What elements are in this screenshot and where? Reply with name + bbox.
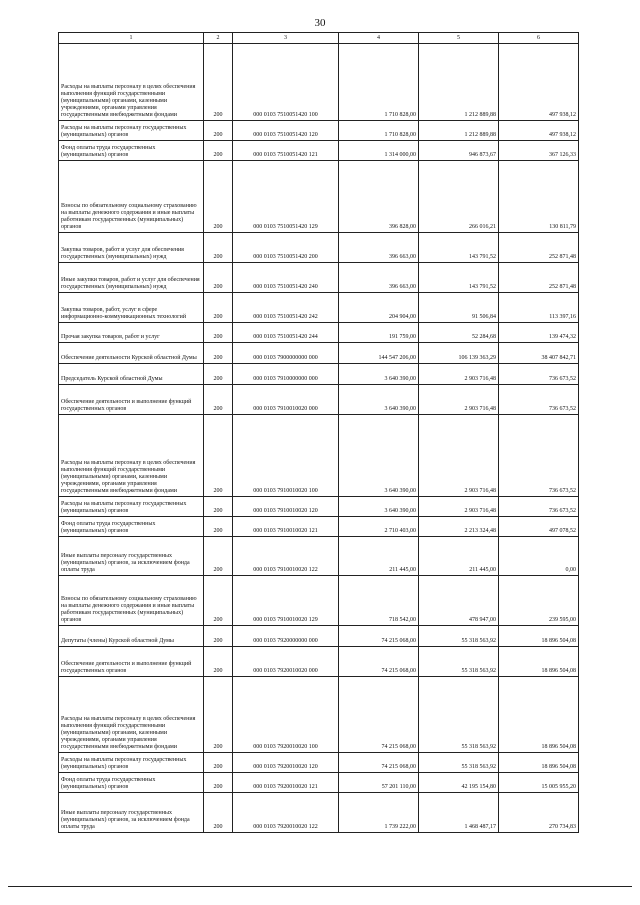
item-name: Закупка товаров, работ, услуг в сфере информационно-коммуникационных технологий	[59, 293, 204, 323]
column-number-row	[59, 33, 579, 44]
approved-amount: 74 215 068,00	[339, 647, 419, 677]
budget-classification-code: 000 0103 7920010020 122	[233, 793, 339, 833]
approved-amount: 74 215 068,00	[339, 753, 419, 773]
line-code: 200	[204, 415, 233, 497]
line-code: 200	[204, 121, 233, 141]
line-code: 200	[204, 323, 233, 343]
approved-amount: 1 710 828,00	[339, 121, 419, 141]
line-code: 200	[204, 647, 233, 677]
line-code: 200	[204, 293, 233, 323]
item-name: Расходы на выплаты персоналу государственных (муниципальных) органов	[59, 121, 204, 141]
item-name: Председатель Курской областной Думы	[59, 364, 204, 385]
line-code: 200	[204, 517, 233, 537]
item-name: Расходы на выплаты персоналу в целях обеспечения выполнения функций государственными (муниципальными) органами, казенными учреждениями, органами управления государственными внебюджетными фондами	[59, 44, 204, 121]
unexecuted-amount: 239 595,00	[499, 576, 579, 626]
item-name: Расходы на выплаты персоналу государственных (муниципальных) органов	[59, 753, 204, 773]
table-row	[59, 161, 579, 233]
unexecuted-amount: 497 078,52	[499, 517, 579, 537]
approved-amount: 144 547 206,00	[339, 343, 419, 364]
item-name: Расходы на выплаты персоналу в целях обеспечения выполнения функций государственными (муниципальными) органами, казенными учреждениями, органами управления государственными внебюджетными фондами	[59, 677, 204, 753]
approved-amount: 718 542,00	[339, 576, 419, 626]
page-number: 30	[314, 17, 326, 29]
table-row	[59, 323, 579, 343]
item-name: Иные выплаты персоналу государственных (муниципальных) органов, за исключением фонда оплаты труда	[59, 537, 204, 576]
budget-classification-code: 000 0103 7920010020 120	[233, 753, 339, 773]
budget-classification-code: 000 0103 7920010020 000	[233, 647, 339, 677]
table-row	[59, 233, 579, 263]
unexecuted-amount: 0,00	[499, 537, 579, 576]
table-row	[59, 44, 579, 121]
line-code: 200	[204, 753, 233, 773]
table-row	[59, 121, 579, 141]
approved-amount: 74 215 068,00	[339, 626, 419, 647]
budget-classification-code: 000 0103 7510051420 200	[233, 233, 339, 263]
item-name: Обеспечение деятельности и выполнение функций государственных органов	[59, 385, 204, 415]
approved-amount: 3 640 390,00	[339, 385, 419, 415]
executed-amount: 55 318 563,92	[419, 626, 499, 647]
unexecuted-amount: 497 938,12	[499, 121, 579, 141]
budget-classification-code: 000 0103 7510051420 242	[233, 293, 339, 323]
item-name: Депутаты (члены) Курской областной Думы	[59, 626, 204, 647]
executed-amount: 42 195 154,80	[419, 773, 499, 793]
executed-amount: 52 284,68	[419, 323, 499, 343]
approved-amount: 3 640 390,00	[339, 497, 419, 517]
approved-amount: 204 904,00	[339, 293, 419, 323]
approved-amount: 3 640 390,00	[339, 415, 419, 497]
executed-amount: 211 445,00	[419, 537, 499, 576]
budget-classification-code: 000 0103 7910010020 129	[233, 576, 339, 626]
line-code: 200	[204, 497, 233, 517]
approved-amount: 57 201 110,00	[339, 773, 419, 793]
approved-amount: 74 215 068,00	[339, 677, 419, 753]
budget-classification-code: 000 0103 7510051420 240	[233, 263, 339, 293]
approved-amount: 1 314 000,00	[339, 141, 419, 161]
unexecuted-amount: 139 474,32	[499, 323, 579, 343]
item-name: Фонд оплаты труда государственных (муниципальных) органов	[59, 141, 204, 161]
item-name: Взносы по обязательному социальному страхованию на выплаты денежного содержания и иные выплаты работникам государственных (муниципальных) органов	[59, 161, 204, 233]
unexecuted-amount: 736 673,52	[499, 364, 579, 385]
table-row	[59, 753, 579, 773]
item-name: Расходы на выплаты персоналу в целях обеспечения выполнения функций государственными (муниципальными) органами, казенными учреждениями, органами управления государственными внебюджетными фондами	[59, 415, 204, 497]
unexecuted-amount: 18 896 504,08	[499, 626, 579, 647]
executed-amount: 91 506,84	[419, 293, 499, 323]
unexecuted-amount: 38 407 842,71	[499, 343, 579, 364]
approved-amount: 1 710 828,00	[339, 44, 419, 121]
table-row	[59, 415, 579, 497]
executed-amount: 1 468 487,17	[419, 793, 499, 833]
column-number-3: 3	[233, 33, 339, 44]
budget-classification-code: 000 0103 7510051420 100	[233, 44, 339, 121]
unexecuted-amount: 113 397,16	[499, 293, 579, 323]
budget-execution-table	[58, 32, 579, 833]
line-code: 200	[204, 364, 233, 385]
executed-amount: 2 903 716,48	[419, 415, 499, 497]
table-row	[59, 677, 579, 753]
executed-amount: 1 212 889,88	[419, 121, 499, 141]
line-code: 200	[204, 161, 233, 233]
budget-classification-code: 000 0103 7920010020 100	[233, 677, 339, 753]
unexecuted-amount: 252 871,48	[499, 233, 579, 263]
table-row	[59, 343, 579, 364]
line-code: 200	[204, 233, 233, 263]
table-row	[59, 793, 579, 833]
budget-classification-code: 000 0103 7510051420 129	[233, 161, 339, 233]
page-bottom-rule	[8, 886, 632, 887]
executed-amount: 2 213 324,48	[419, 517, 499, 537]
table-row	[59, 263, 579, 293]
executed-amount: 2 903 716,48	[419, 364, 499, 385]
unexecuted-amount: 18 896 504,08	[499, 677, 579, 753]
column-number-1: 1	[59, 33, 204, 44]
column-number-2: 2	[204, 33, 233, 44]
executed-amount: 1 212 889,88	[419, 44, 499, 121]
item-name: Иные закупки товаров, работ и услуг для обеспечения государственных (муниципальных) нужд	[59, 263, 204, 293]
approved-amount: 211 445,00	[339, 537, 419, 576]
table-row	[59, 385, 579, 415]
item-name: Взносы по обязательному социальному страхованию на выплаты денежного содержания и иные выплаты работникам государственных (муниципальных) органов	[59, 576, 204, 626]
line-code: 200	[204, 576, 233, 626]
executed-amount: 55 318 563,92	[419, 647, 499, 677]
budget-classification-code: 000 0103 7920010020 121	[233, 773, 339, 793]
budget-classification-code: 000 0103 7920000000 000	[233, 626, 339, 647]
unexecuted-amount: 252 871,48	[499, 263, 579, 293]
line-code: 200	[204, 44, 233, 121]
budget-classification-code: 000 0103 7910010020 121	[233, 517, 339, 537]
approved-amount: 191 759,00	[339, 323, 419, 343]
item-name: Фонд оплаты труда государственных (муниципальных) органов	[59, 517, 204, 537]
line-code: 200	[204, 263, 233, 293]
table-row	[59, 576, 579, 626]
approved-amount: 396 663,00	[339, 263, 419, 293]
budget-classification-code: 000 0103 7900000000 000	[233, 343, 339, 364]
table-row	[59, 647, 579, 677]
line-code: 200	[204, 343, 233, 364]
executed-amount: 55 318 563,92	[419, 753, 499, 773]
budget-classification-code: 000 0103 7910010020 122	[233, 537, 339, 576]
executed-amount: 55 318 563,92	[419, 677, 499, 753]
executed-amount: 143 791,52	[419, 263, 499, 293]
line-code: 200	[204, 141, 233, 161]
budget-classification-code: 000 0103 7510051420 244	[233, 323, 339, 343]
line-code: 200	[204, 773, 233, 793]
budget-classification-code: 000 0103 7910000000 000	[233, 364, 339, 385]
unexecuted-amount: 270 734,83	[499, 793, 579, 833]
executed-amount: 2 903 716,48	[419, 385, 499, 415]
executed-amount: 106 139 363,29	[419, 343, 499, 364]
line-code: 200	[204, 537, 233, 576]
approved-amount: 396 828,00	[339, 161, 419, 233]
budget-classification-code: 000 0103 7910010020 120	[233, 497, 339, 517]
approved-amount: 3 640 390,00	[339, 364, 419, 385]
unexecuted-amount: 497 938,12	[499, 44, 579, 121]
executed-amount: 143 791,52	[419, 233, 499, 263]
table-row	[59, 497, 579, 517]
table-row	[59, 517, 579, 537]
item-name: Иные выплаты персоналу государственных (муниципальных) органов, за исключением фонда оплаты труда	[59, 793, 204, 833]
table-row	[59, 364, 579, 385]
item-name: Обеспечение деятельности Курской областной Думы	[59, 343, 204, 364]
line-code: 200	[204, 385, 233, 415]
budget-classification-code: 000 0103 7910010020 000	[233, 385, 339, 415]
table-row	[59, 537, 579, 576]
column-number-4: 4	[339, 33, 419, 44]
line-code: 200	[204, 677, 233, 753]
item-name: Прочая закупка товаров, работ и услуг	[59, 323, 204, 343]
executed-amount: 946 873,67	[419, 141, 499, 161]
table-row	[59, 293, 579, 323]
column-number-5: 5	[419, 33, 499, 44]
executed-amount: 266 016,21	[419, 161, 499, 233]
table-row	[59, 141, 579, 161]
table-row	[59, 773, 579, 793]
line-code: 200	[204, 793, 233, 833]
approved-amount: 2 710 403,00	[339, 517, 419, 537]
unexecuted-amount: 736 673,52	[499, 385, 579, 415]
approved-amount: 1 739 222,00	[339, 793, 419, 833]
column-number-6: 6	[499, 33, 579, 44]
executed-amount: 2 903 716,48	[419, 497, 499, 517]
unexecuted-amount: 130 811,79	[499, 161, 579, 233]
unexecuted-amount: 15 005 955,20	[499, 773, 579, 793]
unexecuted-amount: 18 896 504,08	[499, 647, 579, 677]
unexecuted-amount: 18 896 504,08	[499, 753, 579, 773]
item-name: Расходы на выплаты персоналу государственных (муниципальных) органов	[59, 497, 204, 517]
table-row	[59, 626, 579, 647]
budget-classification-code: 000 0103 7510051420 121	[233, 141, 339, 161]
unexecuted-amount: 736 673,52	[499, 415, 579, 497]
budget-classification-code: 000 0103 7910010020 100	[233, 415, 339, 497]
item-name: Закупка товаров, работ и услуг для обеспечения государственных (муниципальных) нужд	[59, 233, 204, 263]
unexecuted-amount: 367 126,33	[499, 141, 579, 161]
unexecuted-amount: 736 673,52	[499, 497, 579, 517]
executed-amount: 478 947,00	[419, 576, 499, 626]
item-name: Фонд оплаты труда государственных (муниципальных) органов	[59, 773, 204, 793]
approved-amount: 396 663,00	[339, 233, 419, 263]
budget-classification-code: 000 0103 7510051420 120	[233, 121, 339, 141]
line-code: 200	[204, 626, 233, 647]
item-name: Обеспечение деятельности и выполнение функций государственных органов	[59, 647, 204, 677]
